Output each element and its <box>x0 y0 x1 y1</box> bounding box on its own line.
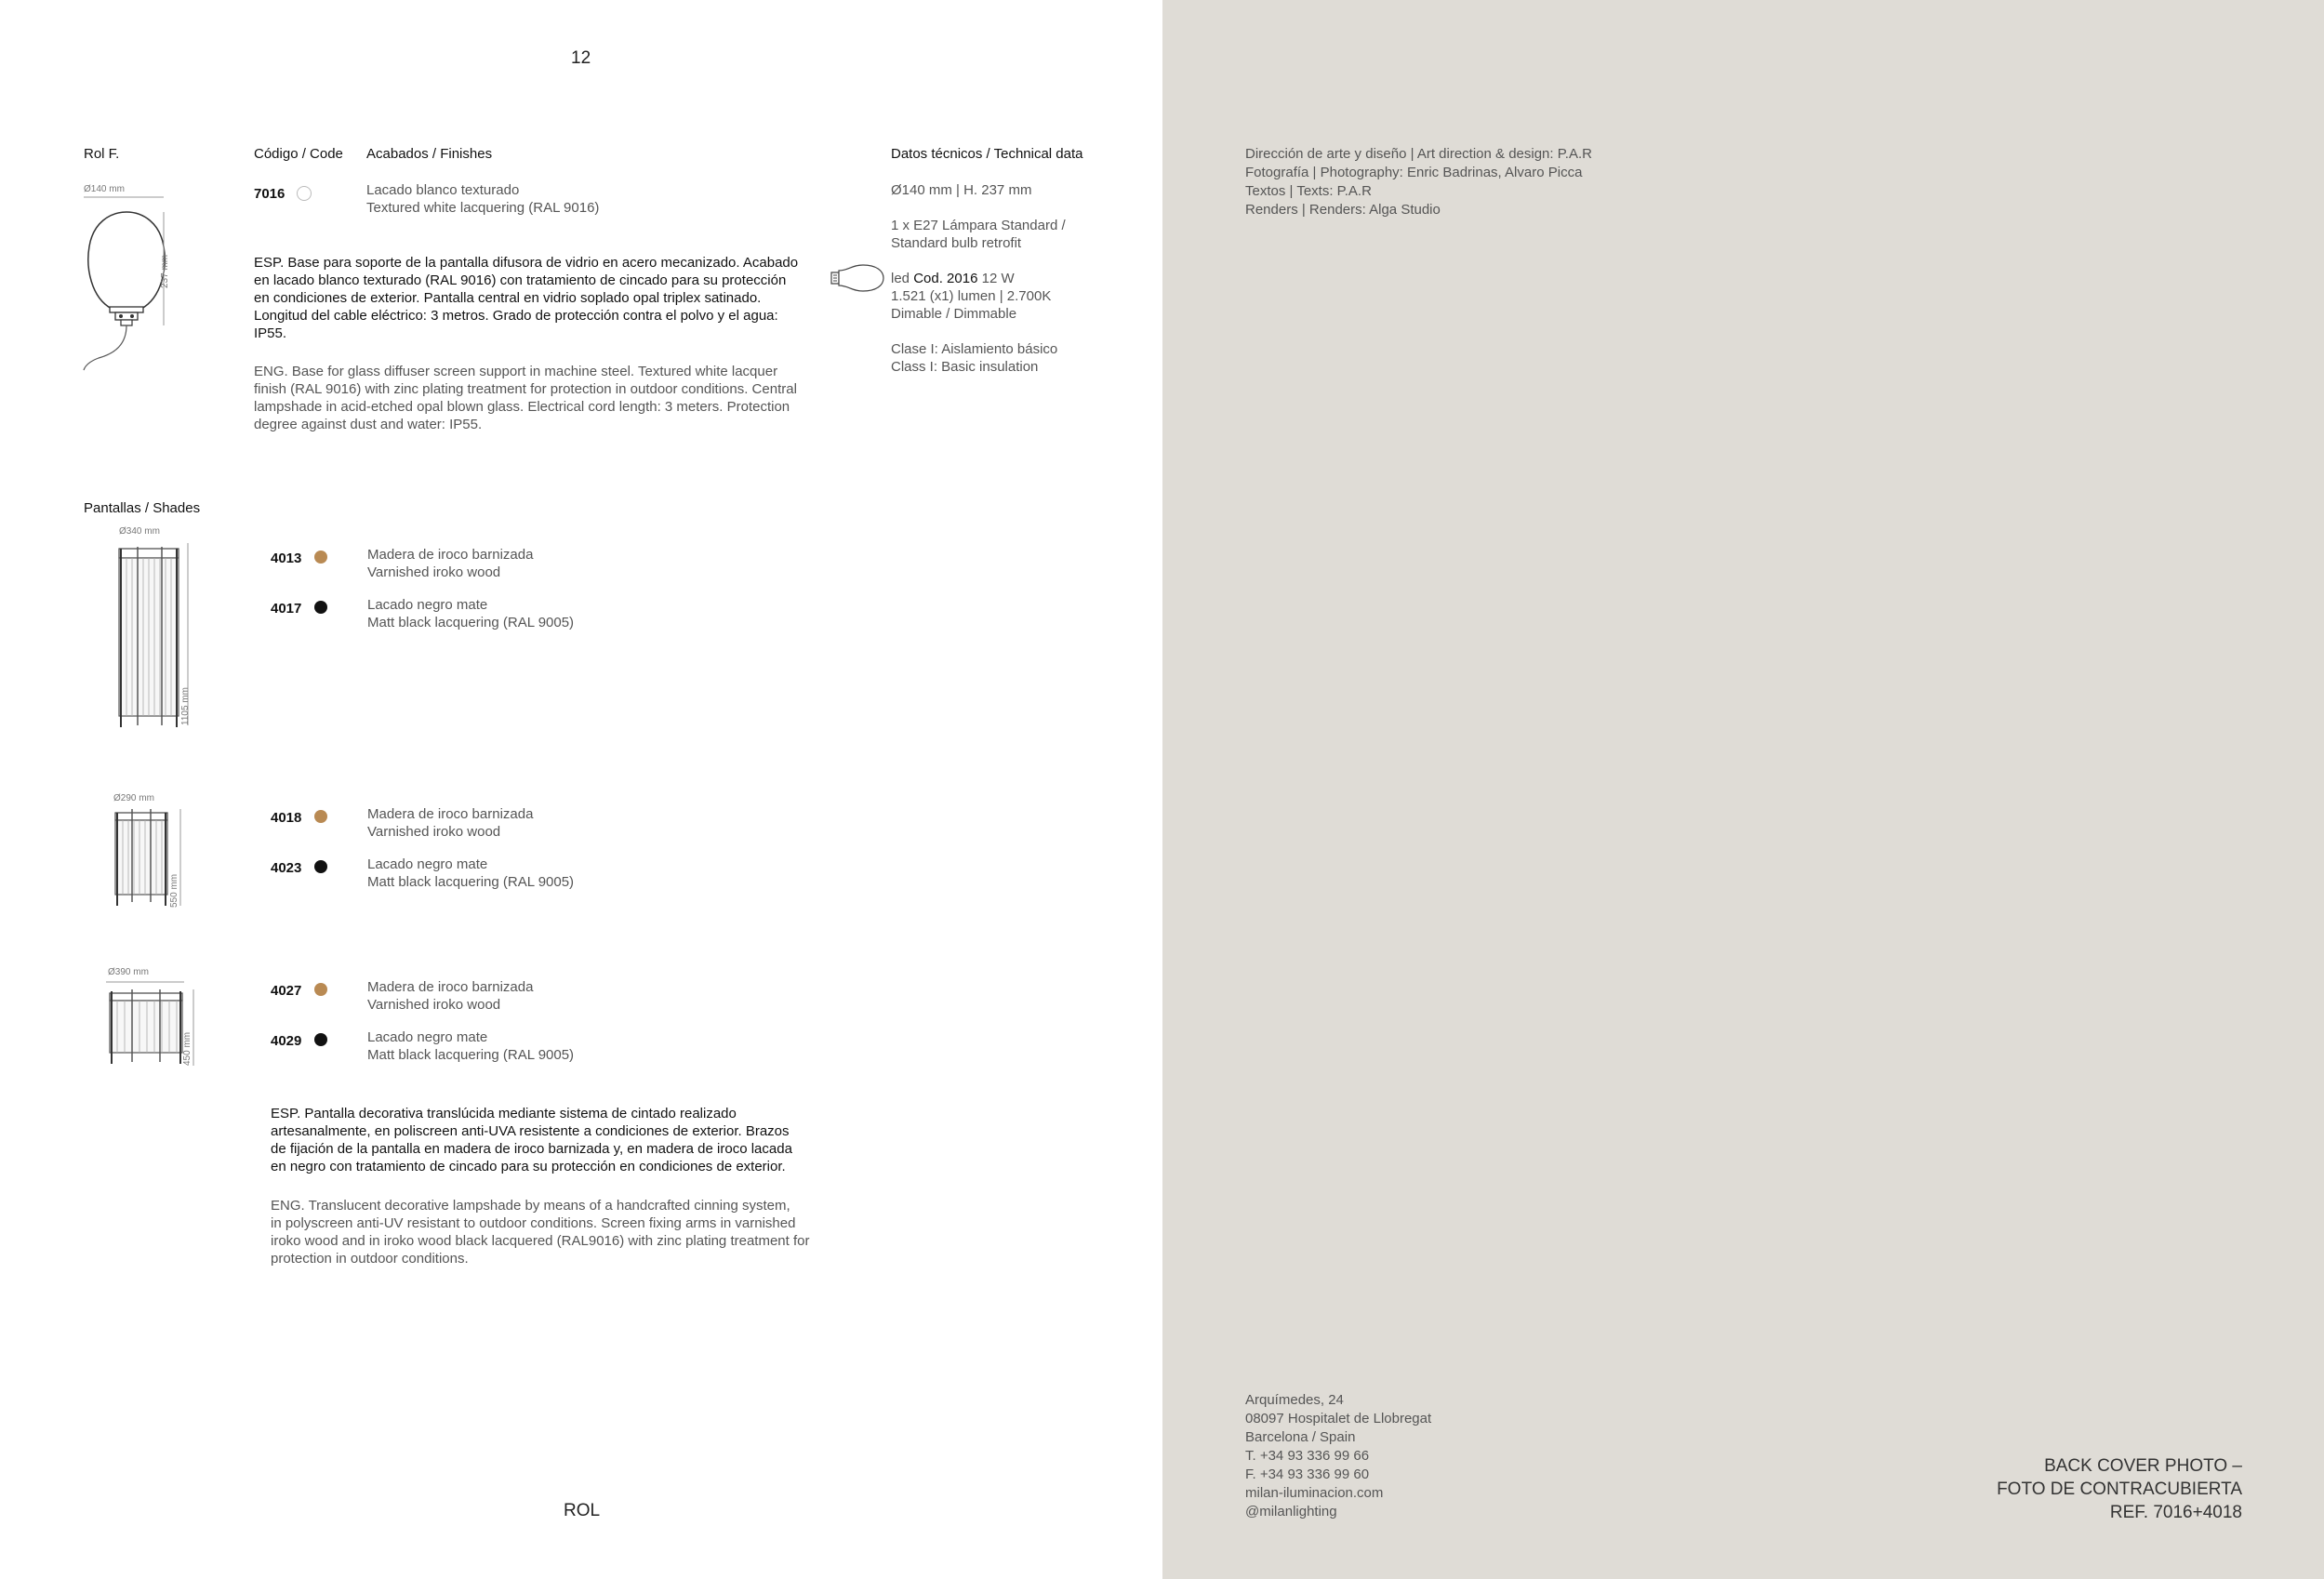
shade-1-height: 1105 mm <box>180 687 191 725</box>
company-address <box>1245 1391 1431 1521</box>
product-diameter-label: Ø140 mm <box>84 184 125 194</box>
code-header: Código / Code <box>254 146 343 162</box>
shade-code-4029: 4029 <box>271 1033 302 1049</box>
shade-finish-es: Madera de iroco barnizada <box>367 806 534 822</box>
shade-2-height: 550 mm <box>169 873 179 908</box>
swatch-wood <box>314 551 327 564</box>
back-cover-page <box>1162 0 2324 1579</box>
finishes-header: Acabados / Finishes <box>366 146 493 162</box>
bulb-icon <box>826 261 885 295</box>
desc-en-line: degree against dust and water: IP55. <box>254 417 483 432</box>
credit-line: Dirección de arte y diseño | Art direction & design: P.A.R <box>1245 146 1592 162</box>
shade-3-height: 450 mm <box>182 1031 193 1066</box>
tech-bulb-2: Standard bulb retrofit <box>891 235 1022 251</box>
tech-class-en: Class I: Basic insulation <box>891 359 1039 375</box>
tech-lumen: 1.521 (x1) lumen | 2.700K <box>891 288 1052 304</box>
swatch-wood <box>314 810 327 823</box>
shade-code-4017: 4017 <box>271 601 302 617</box>
shades-desc-en-line: ENG. Translucent decorative lampshade by means of a handcrafted cinning system, <box>271 1198 790 1214</box>
credit-line: Renders | Renders: Alga Studio <box>1245 202 1441 218</box>
address-line: @milanlighting <box>1245 1504 1337 1519</box>
address-line: 08097 Hospitalet de Llobregat <box>1245 1411 1432 1426</box>
tech-led <box>891 270 1015 287</box>
back-cover-line: FOTO DE CONTRACUBIERTA <box>1997 1479 2242 1499</box>
address-line: F. +34 93 336 99 60 <box>1245 1466 1370 1482</box>
desc-es-line: Longitud del cable eléctrico: 3 metros. Grado de protección contra el polvo y el agua: <box>254 308 778 324</box>
back-cover-line: REF. 7016+4018 <box>2109 1503 2242 1522</box>
credits <box>1245 145 1592 219</box>
lamp-drawing <box>78 195 180 381</box>
desc-es-line: ESP. Base para soporte de la pantalla difusora de vidrio en acero mecanizado. Acabado <box>254 255 799 271</box>
shade-finish-en: Varnished iroko wood <box>367 564 501 580</box>
desc-en-line: finish (RAL 9016) with zinc plating treatment for protection in outdoor conditions. Central <box>254 381 797 397</box>
shades-desc-es-line: artesanalmente, en poliscreen anti-UVA resistente a condiciones de exterior. Brazos <box>271 1123 790 1139</box>
shade-3-diameter: Ø390 mm <box>108 967 149 977</box>
product-height-label: 237 mm <box>160 254 170 288</box>
back-cover-line: BACK COVER PHOTO – <box>2044 1456 2242 1476</box>
shade-finish-es: Lacado negro mate <box>367 597 488 613</box>
shade-2-diameter: Ø290 mm <box>113 793 154 803</box>
desc-es-line: en lacado blanco texturado (RAL 9016) con tratamiento de cincado para su protección <box>254 272 787 288</box>
address-line: Barcelona / Spain <box>1245 1429 1356 1445</box>
finish-swatch-white <box>297 186 312 201</box>
desc-es-line: IP55. <box>254 325 287 341</box>
product-code: 7016 <box>254 186 286 202</box>
shade-finish-en: Matt black lacquering (RAL 9005) <box>367 615 575 630</box>
shade-code-4013: 4013 <box>271 551 302 566</box>
shade-finish-es: Lacado negro mate <box>367 856 488 872</box>
page-footer: ROL <box>564 1501 601 1520</box>
address-line: Arquímedes, 24 <box>1245 1392 1344 1408</box>
swatch-black <box>314 860 327 873</box>
swatch-black <box>314 601 327 614</box>
address-line: T. +34 93 336 99 66 <box>1245 1448 1370 1464</box>
desc-en-line: ENG. Base for glass diffuser screen support in machine steel. Textured white lacquer <box>254 364 778 379</box>
tech-led-power: 12 W <box>981 271 1015 286</box>
back-cover-caption <box>1997 1454 2242 1524</box>
tech-dimmable: Dimable / Dimmable <box>891 306 1017 322</box>
shade-finish-en: Varnished iroko wood <box>367 824 501 840</box>
shades-desc-en-line: in polyscreen anti-UV resistant to outdoor conditions. Screen fixing arms in varnished <box>271 1215 796 1231</box>
address-line: milan-iluminacion.com <box>1245 1485 1384 1501</box>
shade-finish-es: Madera de iroco barnizada <box>367 547 534 563</box>
credit-line: Textos | Texts: P.A.R <box>1245 183 1372 199</box>
finish-es: Lacado blanco texturado <box>366 182 520 198</box>
product-description-en <box>254 363 819 433</box>
page-number: 12 <box>571 48 591 68</box>
shade-finish-en: Matt black lacquering (RAL 9005) <box>367 874 575 890</box>
desc-en-line: lampshade in acid-etched opal blown glass. Electrical cord length: 3 meters. Protection <box>254 399 790 415</box>
technical-header: Datos técnicos / Technical data <box>891 146 1083 162</box>
product-name: Rol F. <box>84 146 120 162</box>
shades-desc-es-line: en negro con tratamiento de cincado para su protección en condiciones de exterior. <box>271 1159 786 1174</box>
tech-led-prefix: led <box>891 271 910 286</box>
tech-class-es: Clase I: Aislamiento básico <box>891 341 1058 357</box>
shade-1-diameter: Ø340 mm <box>119 526 160 537</box>
product-description-es <box>254 254 819 342</box>
shade-code-4023: 4023 <box>271 860 302 876</box>
shade-finish-en: Varnished iroko wood <box>367 997 501 1013</box>
credit-line: Fotografía | Photography: Enric Badrinas, Alvaro Picca <box>1245 165 1583 180</box>
shade-finish-es: Lacado negro mate <box>367 1029 488 1045</box>
shades-desc-es-line: de fijación de la pantalla en madera de iroco barnizada y, en madera de iroco lacada <box>271 1141 792 1157</box>
shades-desc-es-line: ESP. Pantalla decorativa translúcida mediante sistema de cintado realizado <box>271 1106 737 1121</box>
desc-es-line: en condiciones de exterior. Pantalla central en vidrio soplado opal triplex satinado. <box>254 290 762 306</box>
tech-size: Ø140 mm | H. 237 mm <box>891 182 1032 198</box>
tech-bulb-1: 1 x E27 Lámpara Standard / <box>891 218 1066 233</box>
tech-led-code: Cod. 2016 <box>913 271 978 286</box>
shade-code-4018: 4018 <box>271 810 302 826</box>
shades-desc-en-line: protection in outdoor conditions. <box>271 1251 469 1267</box>
shades-header: Pantallas / Shades <box>84 500 201 516</box>
shades-desc-en-line: iroko wood and in iroko wood black lacquered (RAL9016) with zinc plating treatment for <box>271 1233 810 1249</box>
finish-en: Textured white lacquering (RAL 9016) <box>366 200 600 216</box>
swatch-black <box>314 1033 327 1046</box>
shade-code-4027: 4027 <box>271 983 302 999</box>
shades-description-en <box>271 1197 836 1267</box>
swatch-wood <box>314 983 327 996</box>
shades-description-es <box>271 1105 836 1175</box>
shade-finish-en: Matt black lacquering (RAL 9005) <box>367 1047 575 1063</box>
shade-finish-es: Madera de iroco barnizada <box>367 979 534 995</box>
